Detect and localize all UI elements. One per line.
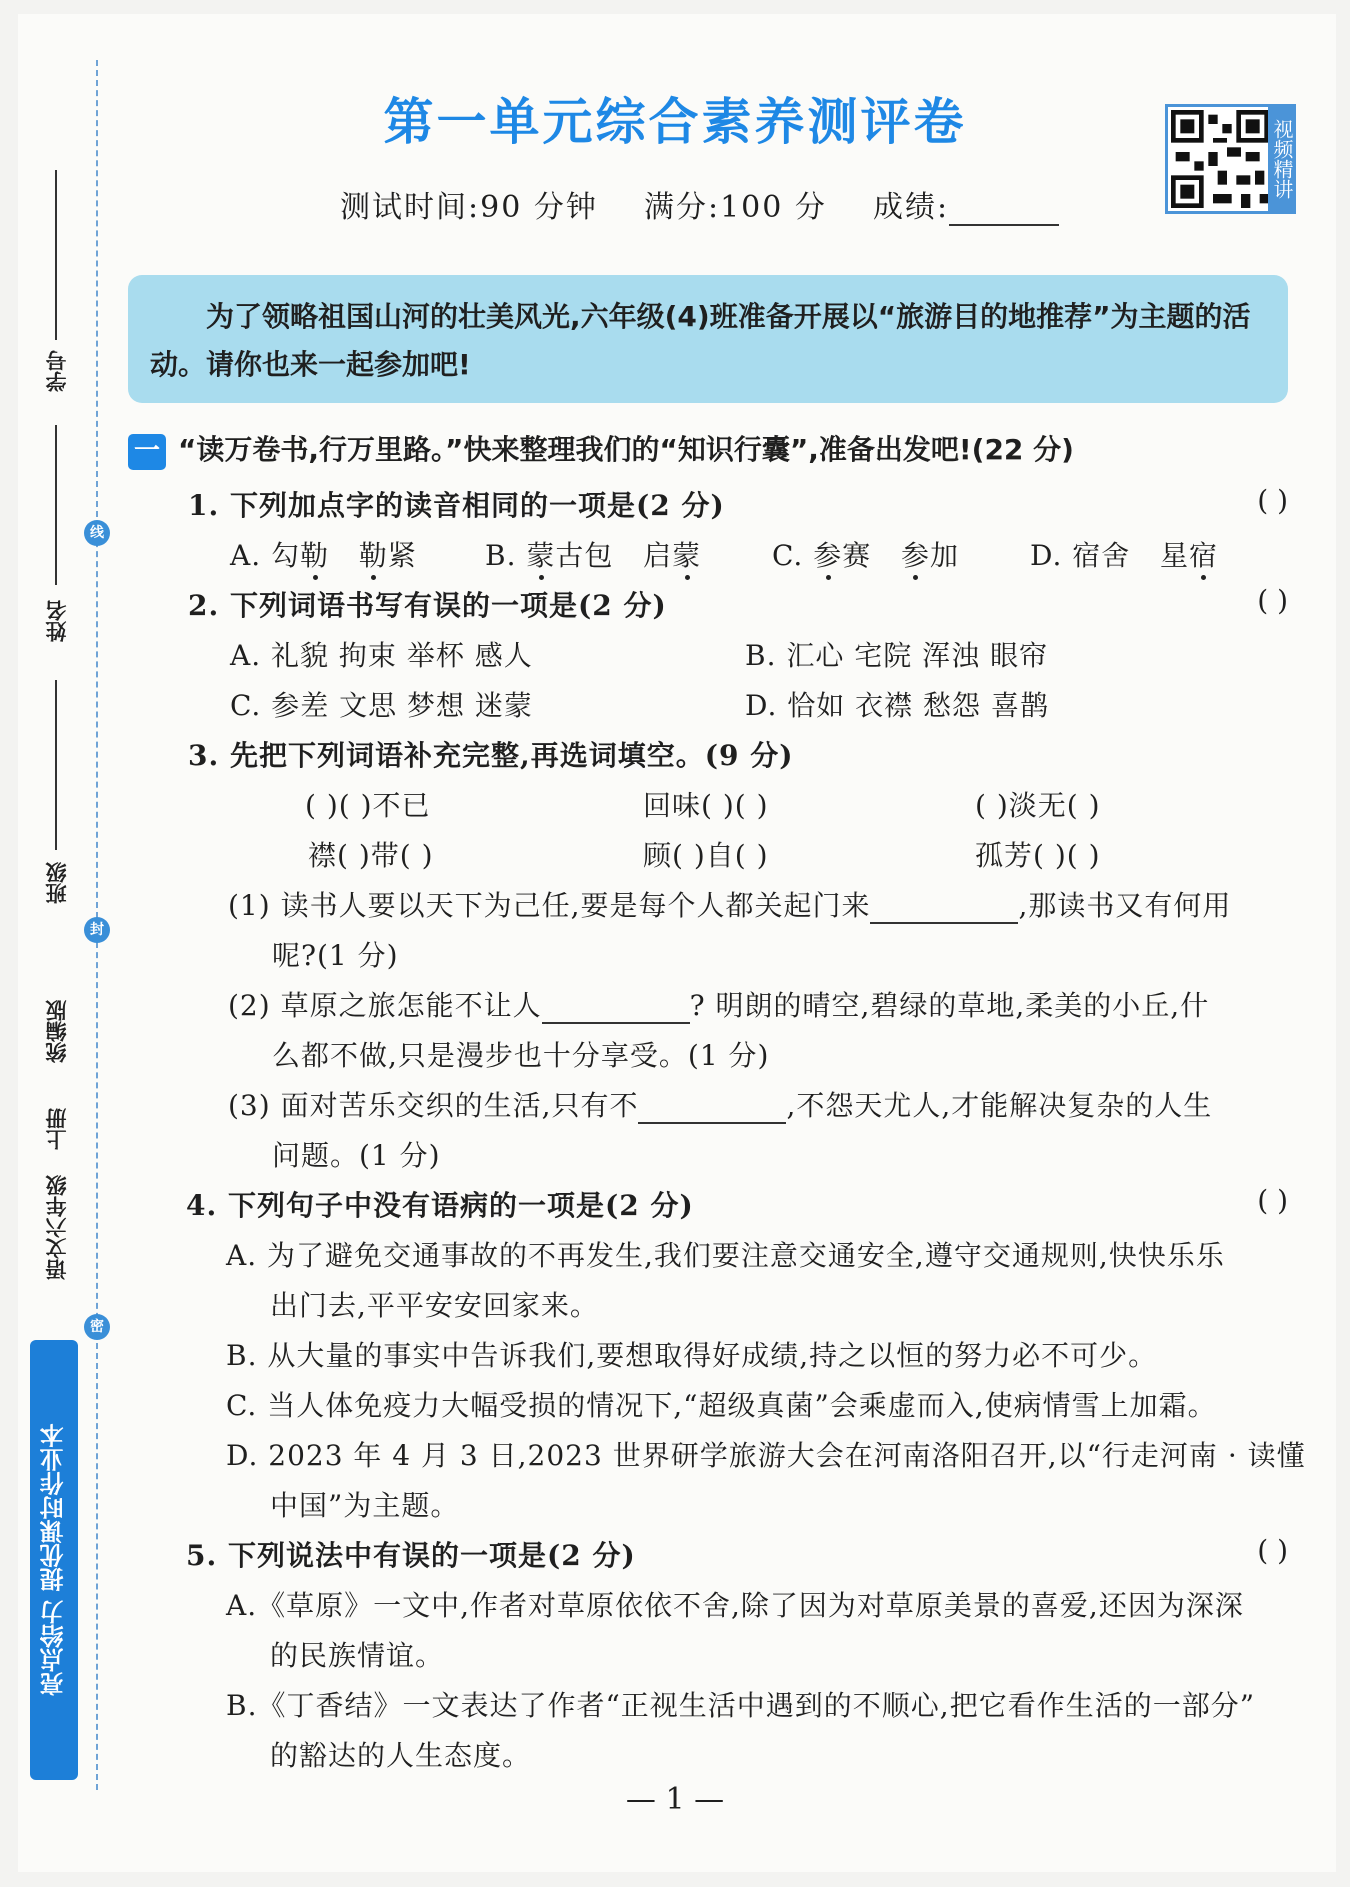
volume-label: 上册	[45, 1108, 69, 1150]
exam-meta	[340, 182, 1059, 226]
q1-answer-paren[interactable]: ( )	[1257, 484, 1288, 517]
section-1-title: “读万卷书,行万里路。”快来整理我们的“知识行囊”,准备出发吧!(22 分)	[178, 433, 1074, 466]
q3-sentence-2	[228, 984, 1209, 1024]
q3-stem: 3. 先把下列词语补充完整,再选词填空。(9 分)	[188, 739, 794, 772]
q4-option-b[interactable]: B. 从大量的事实中告诉我们,要想取得好成绩,持之以恒的努力必不可少。	[226, 1339, 1158, 1372]
q3-word-4[interactable]: 襟( )带( )	[308, 839, 434, 872]
q4-option-d-cont: 中国”为主题。	[270, 1489, 460, 1522]
q2-option-c[interactable]: C. 参差 文思 梦想 迷蒙	[230, 689, 533, 722]
q3-word-6[interactable]: 孤芳( )( )	[975, 839, 1101, 872]
page-title: 第一单元综合素养测评卷	[383, 93, 967, 151]
q5-option-a[interactable]: A.《草原》一文中,作者对草原依依不舍,除了因为对草原美景的喜爱,还因为深深	[226, 1589, 1244, 1622]
qr-code-graphic	[1171, 110, 1269, 208]
q3-word-5[interactable]: 顾( )自( )	[643, 839, 769, 872]
q2-option-a[interactable]: A. 礼貌 拘束 举杯 感人	[230, 639, 533, 672]
q3-s2-cont: 么都不做,只是漫步也十分享受。(1 分)	[272, 1039, 770, 1072]
xuehao-label: 学号	[45, 350, 69, 392]
intro-box: 为了领略祖国山河的壮美风光,六年级(4)班准备开展以“旅游目的地推荐”为主题的活动。请你也来一起参加吧!	[128, 275, 1288, 403]
q4-option-a-cont: 出门去,平平安安回家来。	[270, 1289, 599, 1322]
q2-option-b[interactable]: B. 汇心 宅院 浑浊 眼帘	[745, 639, 1049, 672]
brand-strip	[30, 1340, 78, 1780]
q5-answer-paren[interactable]: ( )	[1257, 1534, 1288, 1567]
q4-option-d[interactable]: D. 2023 年 4 月 3 日,2023 世界研学旅游大会在河南洛阳召开,以“行走河南 · 读懂	[226, 1439, 1306, 1472]
score-label: 成绩:	[873, 190, 950, 225]
q3-s1-part2: ,那读书又有何用	[1018, 889, 1232, 922]
q3-word-1[interactable]: ( )( )不已	[305, 789, 431, 822]
q4-option-c[interactable]: C. 当人体免疫力大幅受损的情况下,“超级真菌”会乘虚而入,使病情雪上加霜。	[226, 1389, 1217, 1422]
grade-label: 语文六年级	[45, 1175, 69, 1280]
banji-label: 班级	[45, 862, 69, 904]
q5-option-b[interactable]: B.《丁香结》一文表达了作者“正视生活中遇到的不顺心,把它看作生活的一部分”	[226, 1689, 1256, 1722]
section-1-number: 一	[128, 434, 166, 470]
qr-code-icon[interactable]	[1165, 104, 1275, 214]
score-blank[interactable]	[949, 198, 1059, 226]
xuehao-line	[55, 170, 57, 340]
q5-option-b-cont: 的豁达的人生态度。	[270, 1739, 532, 1772]
q3-s3-part1: (3) 面对苦乐交织的生活,只有不	[228, 1089, 639, 1122]
q3-s3-blank[interactable]	[638, 1096, 786, 1124]
q5-option-a-cont: 的民族情谊。	[270, 1639, 445, 1672]
page-number: — 1 —	[625, 1782, 725, 1817]
section-1-heading	[128, 428, 1074, 470]
mark-mi: 密	[84, 1314, 110, 1340]
q5-stem: 5. 下列说法中有误的一项是(2 分)	[186, 1539, 636, 1572]
exam-time: 测试时间:90 分钟	[340, 190, 598, 225]
q1-option-b[interactable]: B. 蒙古包 启蒙	[485, 539, 702, 572]
exam-full-score: 满分:100 分	[643, 190, 827, 225]
q3-s1-part1: (1) 读书人要以天下为己任,要是每个人都关起门来	[228, 889, 871, 922]
xingming-label: 姓名	[45, 600, 69, 642]
edition-label: 统编版	[45, 1000, 69, 1063]
q4-answer-paren[interactable]: ( )	[1257, 1184, 1288, 1217]
q3-s3-part2: ,不怨天尤人,才能解决复杂的人生	[786, 1089, 1213, 1122]
q3-s2-blank[interactable]	[542, 996, 690, 1024]
q4-option-a[interactable]: A. 为了避免交通事故的不再发生,我们要注意交通安全,遵守交通规则,快快乐乐	[226, 1239, 1225, 1272]
q2-option-d[interactable]: D. 恰如 衣襟 愁怨 喜鹊	[745, 689, 1049, 722]
q1-option-c[interactable]: C. 参赛 参加	[772, 539, 959, 572]
q4-stem: 4. 下列句子中没有语病的一项是(2 分)	[186, 1189, 694, 1222]
mark-feng: 封	[84, 917, 110, 943]
q3-sentence-3	[228, 1084, 1212, 1124]
q3-sentence-1	[228, 884, 1231, 924]
banji-line	[55, 680, 57, 850]
q2-answer-paren[interactable]: ( )	[1257, 584, 1288, 617]
q3-s2-part2: ? 明朗的晴空,碧绿的草地,柔美的小丘,什	[689, 989, 1210, 1022]
brand-text: 亮点给力 提优课时作业本	[40, 1423, 68, 1697]
q2-stem: 2. 下列词语书写有误的一项是(2 分)	[188, 589, 667, 622]
q1-option-a[interactable]: A. 勾勒 勒紧	[230, 539, 417, 572]
mark-xian: 线	[84, 520, 110, 546]
q3-s3-cont: 问题。(1 分)	[272, 1139, 441, 1172]
q1-option-d[interactable]: D. 宿舍 星宿	[1030, 539, 1218, 572]
q1-stem: 1. 下列加点字的读音相同的一项是(2 分)	[188, 489, 725, 522]
q3-s1-cont: 呢?(1 分)	[272, 939, 399, 972]
q3-word-3[interactable]: ( )淡无( )	[975, 789, 1101, 822]
xingming-line	[55, 425, 57, 585]
qr-label: 视频精讲	[1268, 104, 1296, 214]
q3-word-2[interactable]: 回味( )( )	[643, 789, 769, 822]
q3-s2-part1: (2) 草原之旅怎能不让人	[228, 989, 542, 1022]
q3-s1-blank[interactable]	[870, 896, 1018, 924]
